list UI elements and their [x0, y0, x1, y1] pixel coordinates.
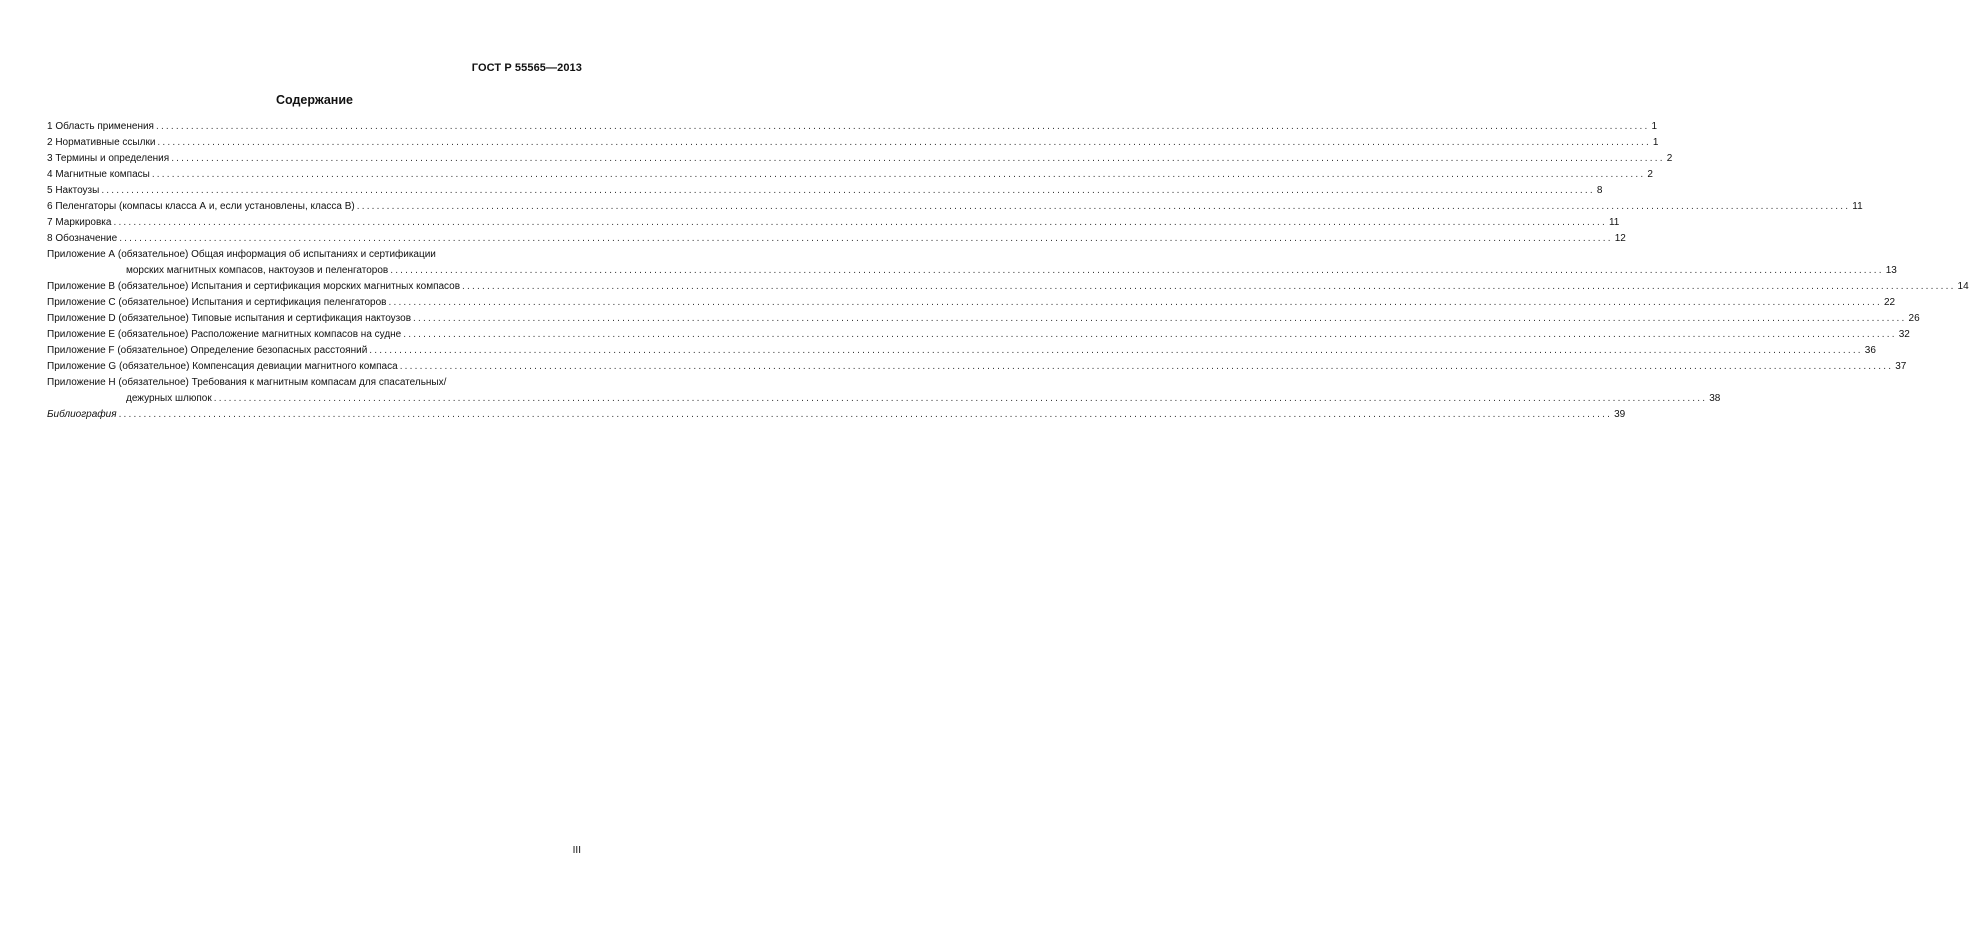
toc-entry-magnetic-compasses[interactable]	[47, 167, 1653, 183]
toc-entry-label: 8 Обозначение	[47, 233, 118, 244]
toc-page-number: 37	[1895, 361, 1907, 372]
dot-leader: ............................................................................................................................................................................................................................................................................................................	[403, 329, 1897, 340]
dot-leader: ............................................................................................................................................................................................................................................................................................................	[356, 201, 1851, 212]
toc-entry-annex-f[interactable]	[47, 343, 1876, 359]
toc-page-number: 13	[1885, 265, 1897, 276]
toc-page-number: 12	[1614, 233, 1626, 244]
dot-leader: ............................................................................................................................................................................................................................................................................................................	[113, 217, 1607, 228]
dot-leader: ............................................................................................................................................................................................................................................................................................................	[151, 169, 1646, 180]
toc-page-number: 36	[1864, 345, 1876, 356]
toc-entry-annex-b[interactable]	[47, 279, 1969, 295]
toc-entry-marking[interactable]	[47, 215, 1620, 231]
toc-entry-normative-references[interactable]	[47, 135, 1659, 151]
dot-leader: ............................................................................................................................................................................................................................................................................................................	[118, 409, 1613, 420]
document-header: ГОСТ Р 55565—2013	[471, 62, 582, 74]
page-number: III	[572, 845, 581, 856]
toc-entry-label: 7 Маркировка	[47, 217, 112, 228]
toc-entry-label-continued: морских магнитных компасов, нактоузов и пеленгаторов	[126, 265, 389, 276]
toc-entry-label: Приложение В (обязательное) Испытания и сертификация морских магнитных компасов	[47, 281, 461, 292]
dot-leader: ............................................................................................................................................................................................................................................................................................................	[157, 137, 1651, 148]
toc-entry-label: Приложение Е (обязательное) Расположение магнитных компасов на судне	[47, 329, 402, 340]
toc-entry-label: Приложение А (обязательное) Общая информация об испытаниях и сертификации	[47, 249, 436, 260]
dot-leader: ............................................................................................................................................................................................................................................................................................................	[399, 361, 1894, 372]
toc-entry-annex-d[interactable]	[47, 311, 1920, 327]
toc-page-number: 1	[1651, 121, 1658, 132]
toc-page-number: 32	[1898, 329, 1910, 340]
dot-leader: ............................................................................................................................................................................................................................................................................................................	[413, 313, 1907, 324]
dot-leader: ............................................................................................................................................................................................................................................................................................................	[119, 233, 1613, 244]
table-of-contents	[47, 119, 1969, 423]
toc-entry-label: Библиография	[47, 409, 117, 420]
toc-entry-label-continued: дежурных шлюпок	[126, 393, 212, 404]
toc-page-number: 38	[1709, 393, 1721, 404]
toc-entry-annex-g[interactable]	[47, 359, 1907, 375]
dot-leader: ............................................................................................................................................................................................................................................................................................................	[171, 153, 1665, 164]
toc-page-number: 8	[1596, 185, 1603, 196]
dot-leader: ............................................................................................................................................................................................................................................................................................................	[101, 185, 1595, 196]
toc-entry-designation[interactable]	[47, 231, 1626, 247]
toc-entry-label: Приложение F (обязательное) Определение безопасных расстояний	[47, 345, 368, 356]
toc-page-number: 11	[1852, 201, 1863, 212]
toc-page-number: 26	[1908, 313, 1920, 324]
dot-leader: ............................................................................................................................................................................................................................................................................................................	[390, 265, 1884, 276]
toc-entry-label: 2 Нормативные ссылки	[47, 137, 156, 148]
dot-leader: ............................................................................................................................................................................................................................................................................................................	[462, 281, 1956, 292]
toc-entry-annex-a[interactable]	[47, 247, 1897, 279]
toc-entry-terms[interactable]	[47, 151, 1673, 167]
dot-leader: ............................................................................................................................................................................................................................................................................................................	[155, 121, 1650, 132]
toc-entry-label: Приложение D (обязательное) Типовые испытания и сертификация нактоузов	[47, 313, 412, 324]
toc-entry-label: 5 Нактоузы	[47, 185, 100, 196]
toc-entry-label: 1 Область применения	[47, 121, 154, 132]
toc-page-number: 39	[1614, 409, 1626, 420]
toc-page-number: 22	[1884, 297, 1896, 308]
toc-page-number: 2	[1647, 169, 1653, 180]
toc-entry-bibliography[interactable]	[47, 407, 1626, 423]
toc-entry-label: 3 Термины и определения	[47, 153, 170, 164]
toc-entry-annex-h[interactable]	[47, 375, 1721, 407]
toc-page-number: 14	[1957, 281, 1969, 292]
toc-page-number: 2	[1666, 153, 1673, 164]
toc-entry-label: 6 Пеленгаторы (компасы класса А и, если установлены, класса В)	[47, 201, 355, 212]
toc-entry-label: Приложение С (обязательное) Испытания и сертификация пеленгаторов	[47, 297, 387, 308]
toc-entry-bearing-devices[interactable]	[47, 199, 1863, 215]
dot-leader: ............................................................................................................................................................................................................................................................................................................	[388, 297, 1882, 308]
toc-page-number: 1	[1652, 137, 1659, 148]
toc-entry-binnacles[interactable]	[47, 183, 1603, 199]
page-title: Содержание	[275, 93, 353, 107]
toc-entry-label: 4 Магнитные компасы	[47, 169, 150, 180]
toc-entry-annex-e[interactable]	[47, 327, 1910, 343]
toc-entry-label: Приложение G (обязательное) Компенсация девиации магнитного компаса	[47, 361, 398, 372]
toc-entry-scope[interactable]	[47, 119, 1658, 135]
dot-leader: ............................................................................................................................................................................................................................................................................................................	[369, 345, 1863, 356]
toc-entry-annex-c[interactable]	[47, 295, 1896, 311]
dot-leader: ............................................................................................................................................................................................................................................................................................................	[213, 393, 1708, 404]
toc-entry-label: Приложение Н (обязательное) Требования к магнитным компасам для спасательных/	[47, 377, 447, 388]
toc-page-number: 11	[1608, 217, 1620, 228]
